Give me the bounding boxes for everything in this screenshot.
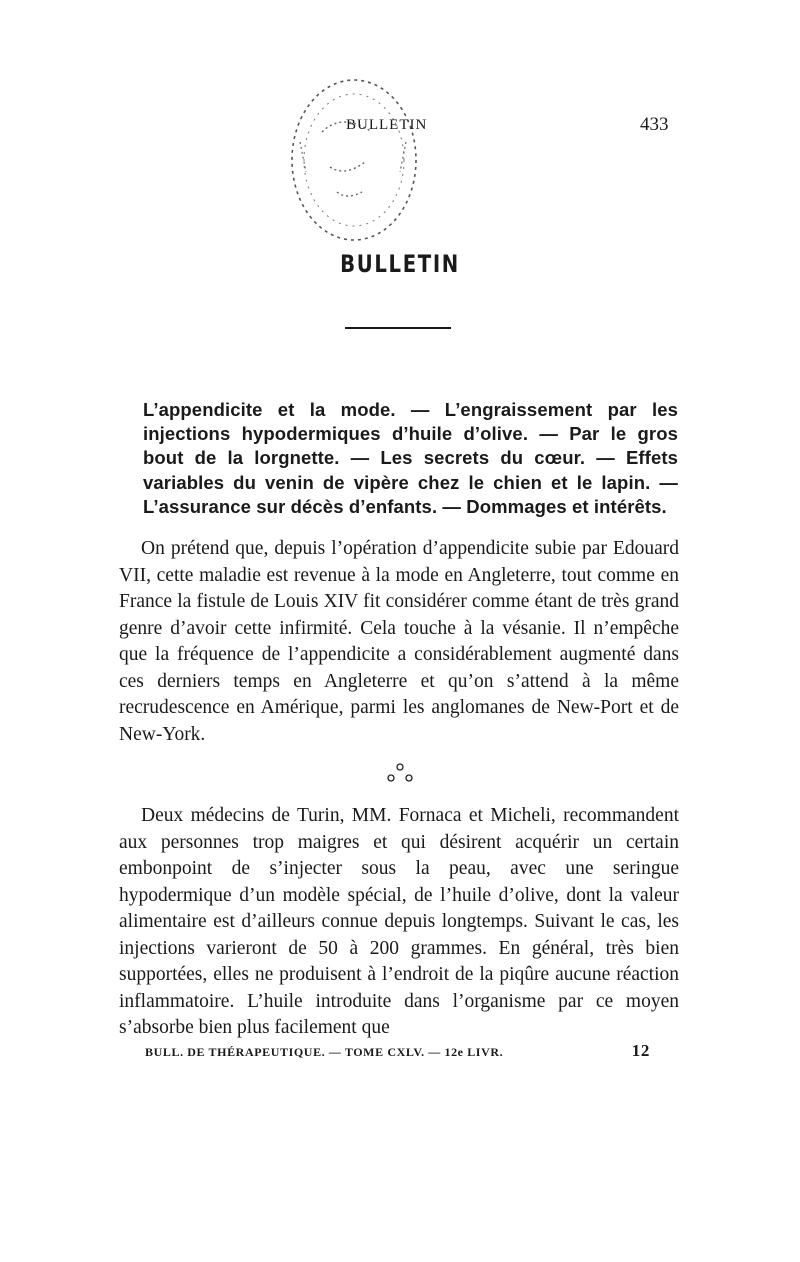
paragraph-injections: Deux médecins de Turin, MM. Fornaca et Micheli, recommandent aux personnes trop maigres et qui désirent acquérir un certain embonpoint de s’injecter sous la peau, avec une seringue hypodermique d’un modèle spécial, de l’huile d’olive, dont la valeur alimentaire est d’ailleurs connue depuis longtemps. Suivant le cas, les injections varieront de 50 à 200 grammes. En général, très bien supportées, elles ne produisent à l’endroit de la piqûre aucune réaction inflammatoire. L’huile introduite dans l’organisme par ce moyen s’absorbe bien plus facilement que	[119, 805, 679, 1038]
title-rule	[345, 327, 451, 329]
section-title: BULLETIN	[340, 250, 460, 278]
paragraph-appendicite: On prétend que, depuis l’opération d’appendicite subie par Edouard VII, cette maladie est revenue à la mode en Angleterre, tout comme en France la fistule de Louis XIV fit considérer comme étant de très grand genre d’avoir cette infirmité. Cela touche à la vésanie. Il n’empêche que la fréquence de l’appendicite a considérablement augmenté dans ces derniers temps en Angleterre et qu’on s’attend à la même recrudescence en Amérique, parmi les anglomanes de New-Port et de New-York.	[119, 538, 679, 745]
running-head: BULLETIN	[346, 117, 428, 133]
footer-sheet-number: 12	[631, 1041, 650, 1060]
page-number: 433	[640, 114, 669, 135]
summary: L’appendicite et la mode. — L’engraissement par les injections hypodermiques d’huile d’olive. — Par le gros bout de la lorgnette. — Les secrets du cœur. — Effets variables du venin de vipère chez le chien et le lapin. — L’assurance sur décès d’enfants. — Dommages et intérêts.	[143, 399, 678, 517]
dinkus-icon	[382, 762, 418, 784]
footer-signature: BULL. DE THÉRAPEUTIQUE. — TOME CXLV. — 12e LIVR.	[145, 1045, 504, 1059]
library-stamp-icon	[282, 72, 432, 252]
